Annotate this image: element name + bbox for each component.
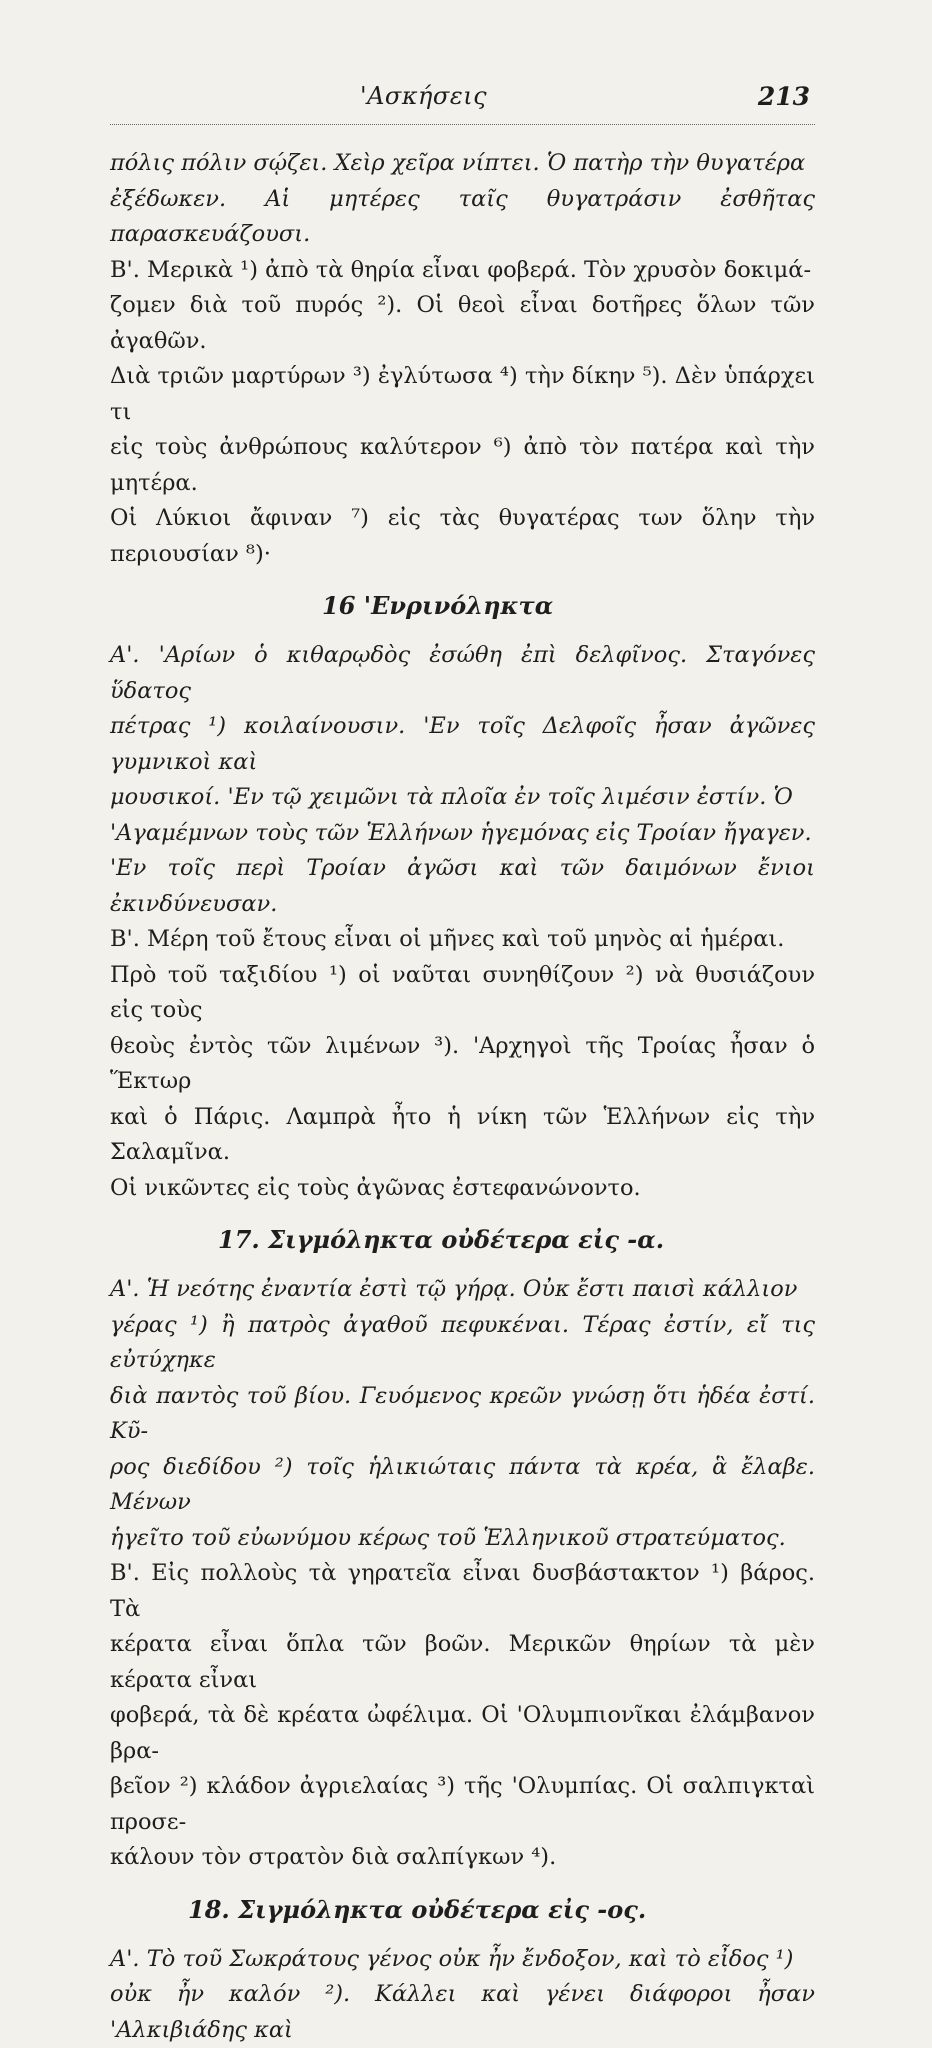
- text-line: Διὰ τριῶν μαρτύρων ³) ἐγλύτωσα ⁴) τὴν δίκην ⁵). Δὲν ὑπάρχει τι: [110, 363, 815, 425]
- text-line: πέτρας ¹) κοιλαίνουσιν. 'Εν τοῖς Δελφοῖς ἦσαν ἀγῶνες γυμνικοὶ καὶ: [110, 713, 815, 775]
- text-line: φοβερά, τὰ δὲ κρέατα ὠφέλιμα. Οἱ 'Ολυμπιονῖκαι ἐλάμβανον βρα-: [110, 1702, 815, 1764]
- text-line: καὶ ὁ Πάρις. Λαμπρὰ ἦτο ἡ νίκη τῶν Ἑλλήνων εἰς τὴν Σαλαμῖνα.: [110, 1103, 815, 1165]
- section-heading-18: 18. Σιγμόληκτα οὐδέτερα εἰς -ος.: [188, 1894, 647, 1924]
- text-line: Α'. Τὸ τοῦ Σωκράτους γένος οὐκ ἦν ἔνδοξον, καὶ τὸ εἶδος ¹): [110, 1945, 794, 1972]
- text-line: Οἱ Λύκιοι ἄφιναν ⁷) εἰς τὰς θυγατέρας των ὅλην τὴν περιουσίαν ⁸)·: [110, 505, 815, 567]
- text-line: ζομεν διὰ τοῦ πυρός ²). Οἱ θεοὶ εἶναι δοτῆρες ὅλων τῶν ἀγαθῶν.: [110, 292, 815, 354]
- text-line: Β'. Μερικὰ ¹) ἀπὸ τὰ θηρία εἶναι φοβερά. Τὸν χρυσὸν δοκιμά-: [110, 256, 812, 283]
- text-line: Β'. Εἰς πολλοὺς τὰ γηρατεῖα εἶναι δυσβάστακτον ¹) βάρος. Τὰ: [110, 1560, 815, 1622]
- text-line: 'Εν τοῖς περὶ Τροίαν ἀγῶσι καὶ τῶν δαιμόνων ἔνιοι ἐκινδύνευσαν.: [110, 855, 815, 917]
- page-header: [110, 82, 810, 118]
- text-line: ἐξέδωκεν. Αἱ μητέρες ταῖς θυγατράσιν ἐσθῆτας παρασκευάζουσι.: [110, 185, 815, 247]
- text-line: ἡγεῖτο τοῦ εὐωνύμου κέρως τοῦ Ἑλληνικοῦ στρατεύματος.: [110, 1524, 786, 1551]
- text-line: εἰς τοὺς ἀνθρώπους καλύτερον ⁶) ἀπὸ τὸν πατέρα καὶ τὴν μητέρα.: [110, 434, 815, 496]
- text-line: οὐκ ἦν καλόν ²). Κάλλει καὶ γένει διάφοροι ἦσαν 'Αλκιβιάδης καὶ: [110, 1981, 815, 2043]
- text-line: θεοὺς ἐντὸς τῶν λιμένων ³). 'Αρχηγοὶ τῆς Τροίας ἦσαν ὁ Ἕκτωρ: [110, 1032, 815, 1094]
- section-heading-16: 16 'Ενρινόληκτα: [322, 591, 554, 620]
- text-line: Οἱ νικῶντες εἰς τοὺς ἀγῶνας ἐστεφανώνοντο.: [110, 1174, 641, 1201]
- text-line: πόλις πόλιν σῴζει. Χεὶρ χεῖρα νίπτει. Ὁ πατὴρ τὴν θυγατέρα: [110, 150, 806, 176]
- running-title: 'Ασκήσεις: [360, 82, 488, 110]
- text-line: ρος διεδίδου ²) τοῖς ἡλικιώταις πάντα τὰ κρέα, ἃ ἔλαβε. Μένων: [110, 1453, 815, 1515]
- text-line: Α'. Ἡ νεότης ἐναντία ἐστὶ τῷ γήρᾳ. Οὐκ ἔστι παισὶ κάλλιον: [110, 1276, 798, 1302]
- text-line: κέρατα εἶναι ὅπλα τῶν βοῶν. Μερικῶν θηρίων τὰ μὲν κέρατα εἶναι: [110, 1631, 815, 1693]
- text-line: κάλουν τὸν στρατὸν διὰ σαλπίγκων ⁴).: [110, 1844, 557, 1870]
- text-line: Πρὸ τοῦ ταξιδίου ¹) οἱ ναῦται συνηθίζουν ²) νὰ θυσιάζουν εἰς τοὺς: [110, 961, 815, 1023]
- page-body: [110, 146, 815, 2048]
- text-line: Β'. Μέρη τοῦ ἔτους εἶναι οἱ μῆνες καὶ τοῦ μηνὸς αἱ ἡμέραι.: [110, 926, 785, 952]
- text-line: Α'. 'Αρίων ὁ κιθαρῳδὸς ἐσώθη ἐπὶ δελφῖνος. Σταγόνες ὕδατος: [110, 642, 815, 704]
- text-line: 'Αγαμέμνων τοὺς τῶν Ἑλλήνων ἡγεμόνας εἰς Τροίαν ἤγαγεν.: [110, 819, 812, 846]
- text-line: διὰ παντὸς τοῦ βίου. Γευόμενος κρεῶν γνώσῃ ὅτι ἡδέα ἐστί. Κῦ-: [110, 1382, 815, 1444]
- section-heading-17: 17. Σιγμόληκτα οὐδέτερα εἰς -α.: [218, 1225, 665, 1254]
- header-divider: [110, 124, 815, 125]
- page-number: 213: [757, 82, 810, 111]
- text-line: γέρας ¹) ἢ πατρὸς ἀγαθοῦ πεφυκέναι. Τέρας ἐστίν, εἴ τις εὐτύχηκε: [110, 1311, 815, 1373]
- text-line: μουσικοί. 'Εν τῷ χειμῶνι τὰ πλοῖα ἐν τοῖς λιμέσιν ἐστίν. Ὁ: [110, 784, 793, 810]
- text-line: βεῖον ²) κλάδον ἀγριελαίας ³) τῆς 'Ολυμπίας. Οἱ σαλπιγκταὶ προσε-: [110, 1773, 815, 1835]
